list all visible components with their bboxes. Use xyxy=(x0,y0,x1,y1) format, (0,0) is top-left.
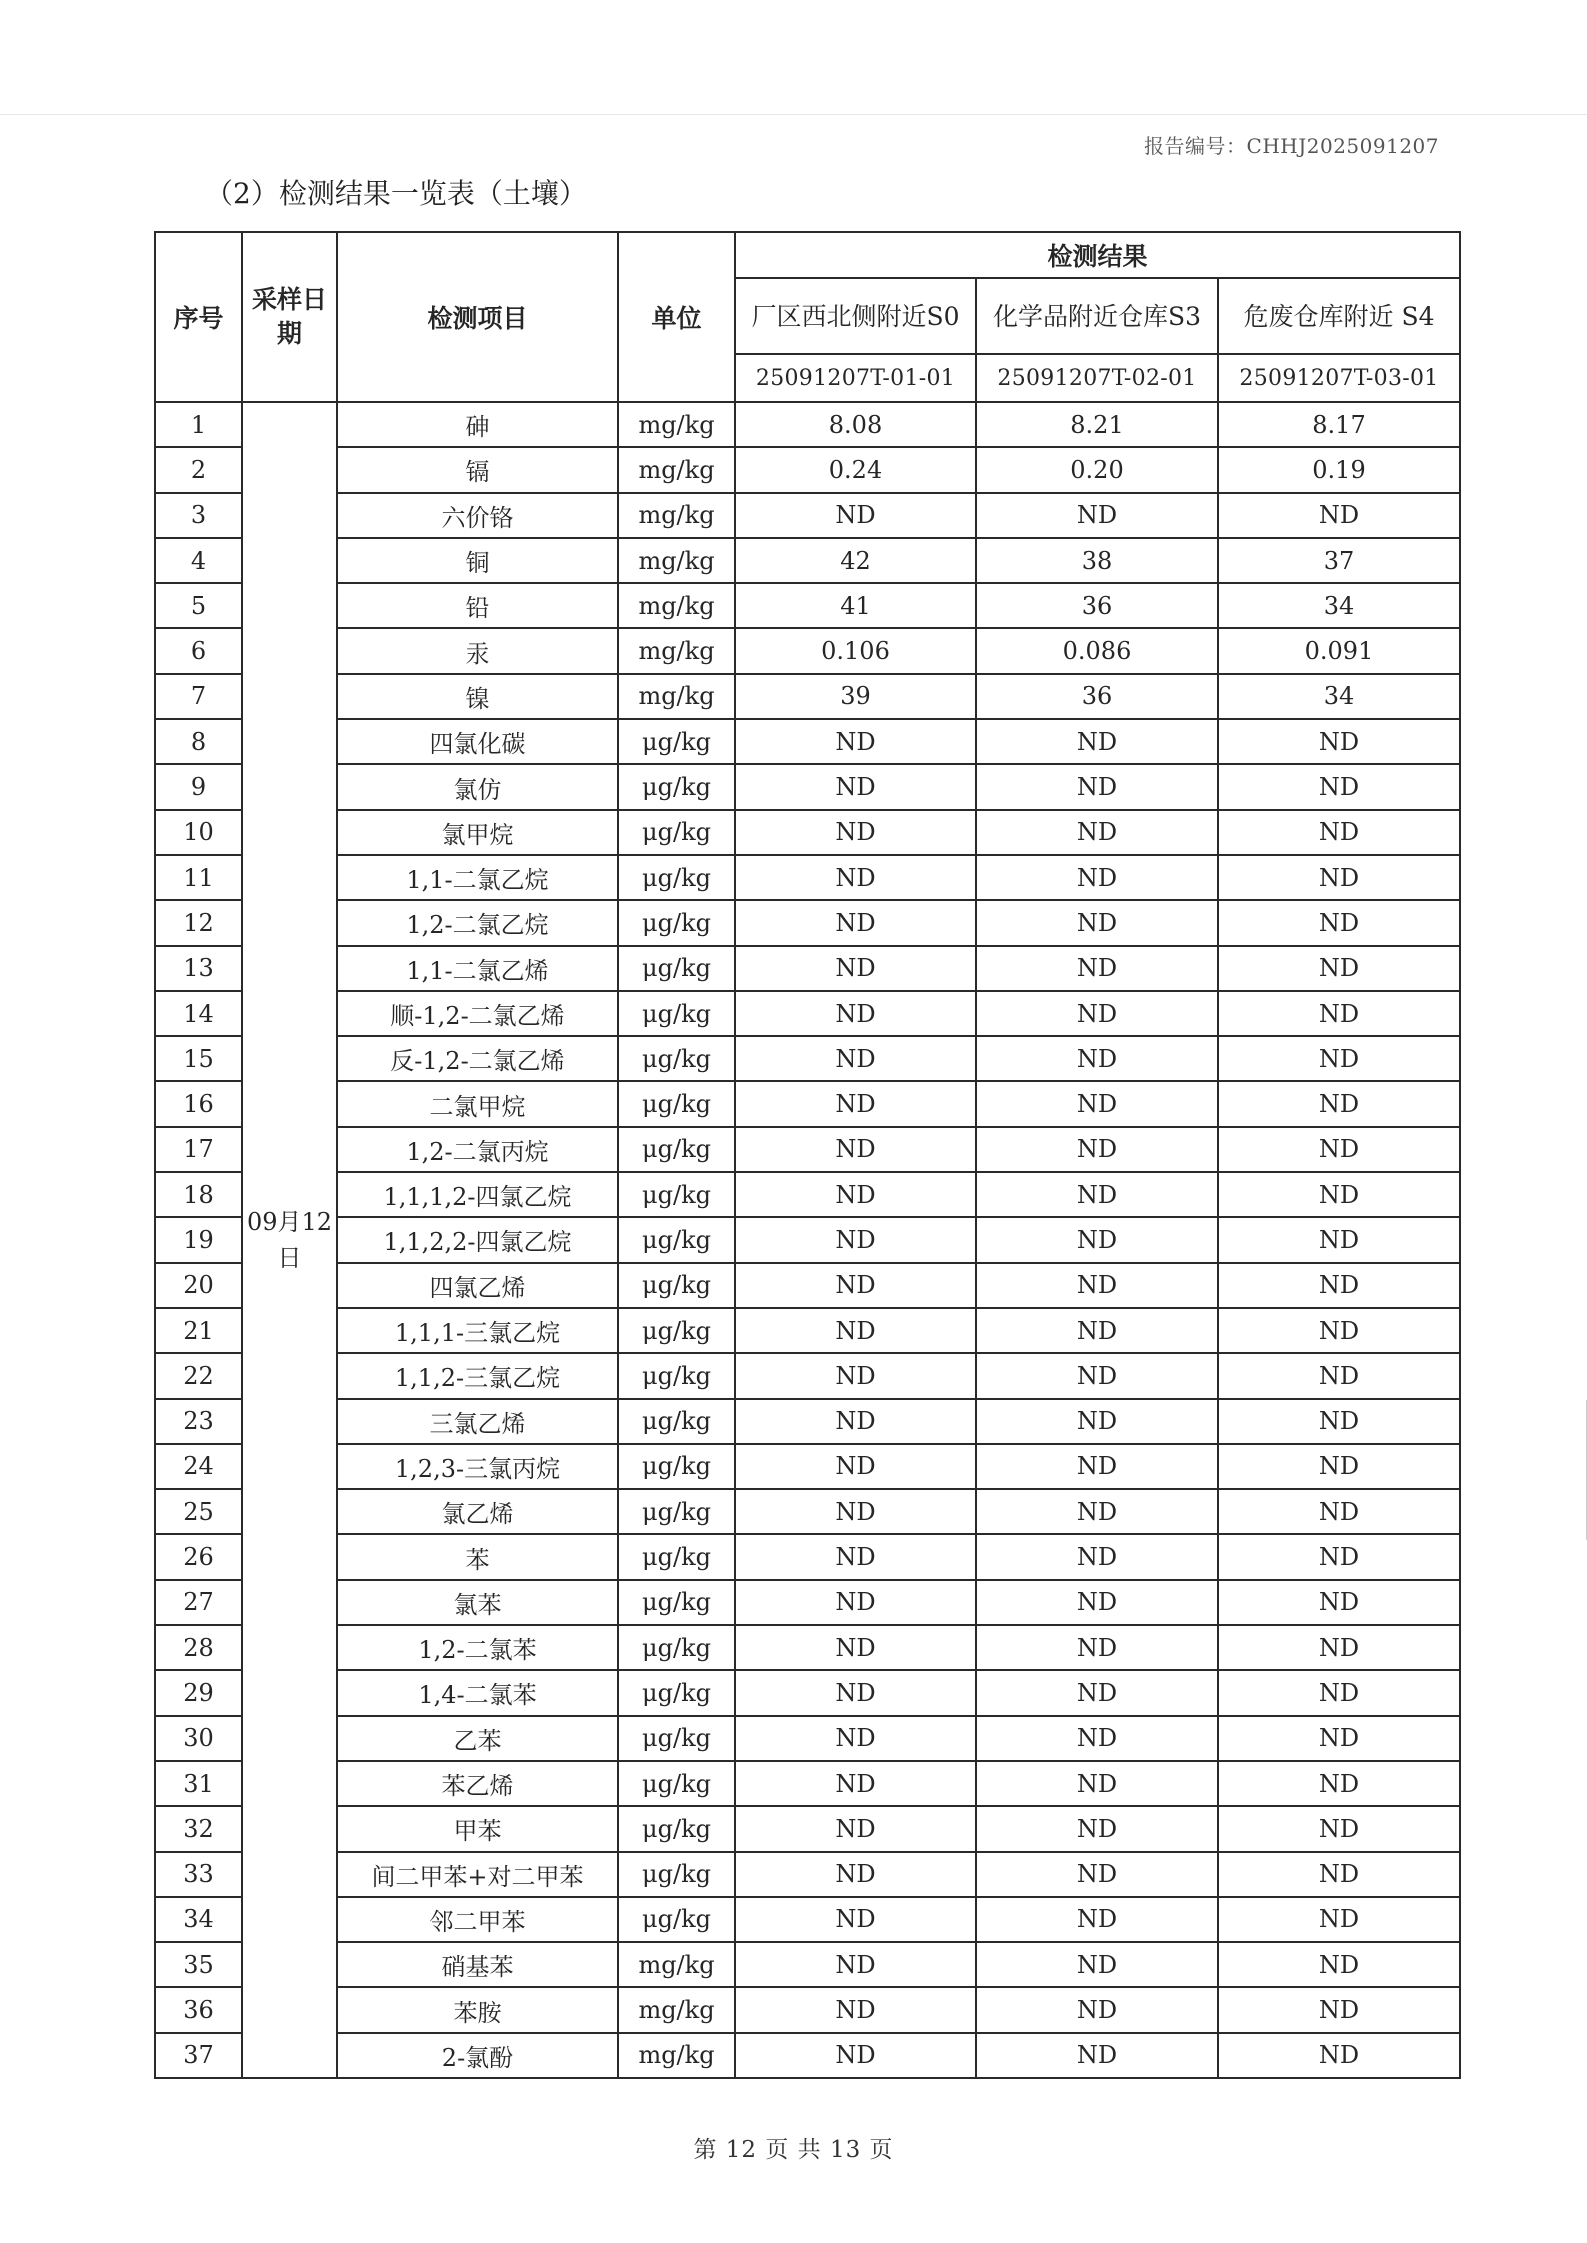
result-value: ND xyxy=(1218,1716,1460,1761)
table-row xyxy=(155,1580,1460,1625)
result-value: ND xyxy=(1218,1670,1460,1715)
result-value: ND xyxy=(976,900,1218,945)
unit-cell: mg/kg xyxy=(618,1942,735,1987)
unit-cell: μg/kg xyxy=(618,1172,735,1217)
sample-code: 25091207T-02-01 xyxy=(976,354,1218,402)
table-row xyxy=(155,764,1460,809)
row-index: 12 xyxy=(155,900,242,945)
unit-cell: μg/kg xyxy=(618,1580,735,1625)
result-value: 38 xyxy=(976,538,1218,583)
table-row xyxy=(155,1625,1460,1670)
unit-cell: μg/kg xyxy=(618,1263,735,1308)
unit-cell: mg/kg xyxy=(618,493,735,538)
row-index: 36 xyxy=(155,1987,242,2032)
test-item: 1,1,1,2-四氯乙烷 xyxy=(337,1172,618,1217)
test-item: 1,2-二氯丙烷 xyxy=(337,1127,618,1172)
unit-cell: μg/kg xyxy=(618,1036,735,1081)
sampling-date-cell: 09月12日 xyxy=(242,402,337,2078)
table-row xyxy=(155,1852,1460,1897)
row-index: 37 xyxy=(155,2033,242,2078)
unit-cell: μg/kg xyxy=(618,1308,735,1353)
result-value: ND xyxy=(1218,1806,1460,1851)
result-value: ND xyxy=(735,1670,976,1715)
result-value: ND xyxy=(735,855,976,900)
table-row xyxy=(155,1942,1460,1987)
unit-cell: mg/kg xyxy=(618,1987,735,2032)
result-value: ND xyxy=(976,1897,1218,1942)
result-value: 34 xyxy=(1218,583,1460,628)
result-value: 8.17 xyxy=(1218,402,1460,447)
row-index: 18 xyxy=(155,1172,242,1217)
result-value: ND xyxy=(1218,1625,1460,1670)
table-row xyxy=(155,583,1460,628)
result-value: ND xyxy=(976,1172,1218,1217)
result-value: ND xyxy=(976,1625,1218,1670)
result-value: 41 xyxy=(735,583,976,628)
result-value: ND xyxy=(735,1761,976,1806)
result-value: ND xyxy=(735,1625,976,1670)
result-value: ND xyxy=(1218,991,1460,1036)
row-index: 2 xyxy=(155,447,242,492)
header-date: 采样日期 xyxy=(242,232,337,402)
unit-cell: μg/kg xyxy=(618,946,735,991)
test-item: 1,2,3-三氯丙烷 xyxy=(337,1444,618,1489)
table-row xyxy=(155,1308,1460,1353)
result-value: ND xyxy=(1218,1897,1460,1942)
result-value: ND xyxy=(1218,810,1460,855)
table-row xyxy=(155,1217,1460,1262)
unit-cell: μg/kg xyxy=(618,1534,735,1579)
test-item: 1,1,1-三氯乙烷 xyxy=(337,1308,618,1353)
test-item: 甲苯 xyxy=(337,1806,618,1851)
header-unit: 单位 xyxy=(618,232,735,402)
site-name: 化学品附近仓库S3 xyxy=(976,278,1218,354)
result-value: ND xyxy=(976,1489,1218,1534)
result-value: ND xyxy=(976,810,1218,855)
test-item: 1,1,2-三氯乙烷 xyxy=(337,1353,618,1398)
result-value: 0.106 xyxy=(735,628,976,673)
site-name: 危废仓库附近 S4 xyxy=(1218,278,1460,354)
row-index: 10 xyxy=(155,810,242,855)
table-row xyxy=(155,447,1460,492)
result-value: ND xyxy=(735,1852,976,1897)
test-item: 四氯乙烯 xyxy=(337,1263,618,1308)
row-index: 16 xyxy=(155,1081,242,1126)
result-value: ND xyxy=(1218,1534,1460,1579)
result-value: ND xyxy=(1218,1580,1460,1625)
result-value: ND xyxy=(976,1217,1218,1262)
site-name: 厂区西北侧附近S0 xyxy=(735,278,976,354)
test-item: 汞 xyxy=(337,628,618,673)
unit-cell: mg/kg xyxy=(618,583,735,628)
row-index: 7 xyxy=(155,674,242,719)
sample-code: 25091207T-01-01 xyxy=(735,354,976,402)
result-value: 39 xyxy=(735,674,976,719)
table-row xyxy=(155,900,1460,945)
test-item: 乙苯 xyxy=(337,1716,618,1761)
unit-cell: mg/kg xyxy=(618,447,735,492)
test-item: 1,1,2,2-四氯乙烷 xyxy=(337,1217,618,1262)
result-value: ND xyxy=(976,855,1218,900)
row-index: 33 xyxy=(155,1852,242,1897)
row-index: 25 xyxy=(155,1489,242,1534)
result-value: ND xyxy=(976,1806,1218,1851)
test-item: 苯胺 xyxy=(337,1987,618,2032)
result-value: ND xyxy=(735,1580,976,1625)
table-row xyxy=(155,1036,1460,1081)
result-value: ND xyxy=(735,1489,976,1534)
row-index: 32 xyxy=(155,1806,242,1851)
result-value: ND xyxy=(735,2033,976,2078)
unit-cell: μg/kg xyxy=(618,1852,735,1897)
test-item: 顺-1,2-二氯乙烯 xyxy=(337,991,618,1036)
test-item: 镍 xyxy=(337,674,618,719)
row-index: 26 xyxy=(155,1534,242,1579)
result-value: 37 xyxy=(1218,538,1460,583)
test-item: 1,1-二氯乙烷 xyxy=(337,855,618,900)
result-value: 34 xyxy=(1218,674,1460,719)
test-item: 六价铬 xyxy=(337,493,618,538)
unit-cell: mg/kg xyxy=(618,538,735,583)
unit-cell: μg/kg xyxy=(618,1489,735,1534)
row-index: 1 xyxy=(155,402,242,447)
result-value: 0.20 xyxy=(976,447,1218,492)
result-value: ND xyxy=(976,991,1218,1036)
unit-cell: μg/kg xyxy=(618,764,735,809)
result-value: ND xyxy=(735,1942,976,1987)
result-value: ND xyxy=(735,719,976,764)
unit-cell: μg/kg xyxy=(618,1444,735,1489)
row-index: 34 xyxy=(155,1897,242,1942)
unit-cell: mg/kg xyxy=(618,628,735,673)
result-value: ND xyxy=(976,1353,1218,1398)
test-item: 1,2-二氯乙烷 xyxy=(337,900,618,945)
result-value: 8.08 xyxy=(735,402,976,447)
result-value: ND xyxy=(735,810,976,855)
result-value: ND xyxy=(976,1761,1218,1806)
row-index: 11 xyxy=(155,855,242,900)
result-value: ND xyxy=(1218,946,1460,991)
result-value: ND xyxy=(735,900,976,945)
header-item: 检测项目 xyxy=(337,232,618,402)
unit-cell: μg/kg xyxy=(618,1670,735,1715)
table-row xyxy=(155,538,1460,583)
row-index: 22 xyxy=(155,1353,242,1398)
table-row xyxy=(155,1716,1460,1761)
header-results: 检测结果 xyxy=(735,232,1460,278)
result-value: ND xyxy=(735,1806,976,1851)
row-index: 24 xyxy=(155,1444,242,1489)
test-item: 2-氯酚 xyxy=(337,2033,618,2078)
result-value: ND xyxy=(1218,1263,1460,1308)
result-value: ND xyxy=(976,1308,1218,1353)
table-row xyxy=(155,855,1460,900)
result-value: ND xyxy=(735,1127,976,1172)
row-index: 20 xyxy=(155,1263,242,1308)
test-item: 间二甲苯+对二甲苯 xyxy=(337,1852,618,1897)
table-body xyxy=(155,402,1460,2078)
table-row xyxy=(155,719,1460,764)
result-value: ND xyxy=(1218,493,1460,538)
unit-cell: mg/kg xyxy=(618,2033,735,2078)
result-value: ND xyxy=(1218,855,1460,900)
row-index: 8 xyxy=(155,719,242,764)
table-row xyxy=(155,1081,1460,1126)
row-index: 29 xyxy=(155,1670,242,1715)
table-row xyxy=(155,991,1460,1036)
table-row xyxy=(155,946,1460,991)
report-number: 报告编号：CHHJ2025091207 xyxy=(1144,134,1439,158)
table-row xyxy=(155,1127,1460,1172)
result-value: ND xyxy=(976,1580,1218,1625)
row-index: 9 xyxy=(155,764,242,809)
row-index: 19 xyxy=(155,1217,242,1262)
table-row xyxy=(155,1987,1460,2032)
result-value: ND xyxy=(735,1534,976,1579)
row-index: 4 xyxy=(155,538,242,583)
table-row xyxy=(155,1897,1460,1942)
table-row xyxy=(155,1399,1460,1444)
table-row xyxy=(155,1670,1460,1715)
unit-cell: μg/kg xyxy=(618,1127,735,1172)
test-item: 二氯甲烷 xyxy=(337,1081,618,1126)
result-value: ND xyxy=(976,1263,1218,1308)
test-item: 氯仿 xyxy=(337,764,618,809)
unit-cell: μg/kg xyxy=(618,1399,735,1444)
unit-cell: μg/kg xyxy=(618,1217,735,1262)
row-index: 5 xyxy=(155,583,242,628)
result-value: ND xyxy=(1218,764,1460,809)
result-value: ND xyxy=(976,1852,1218,1897)
unit-cell: mg/kg xyxy=(618,402,735,447)
results-table xyxy=(154,231,1461,2079)
row-index: 21 xyxy=(155,1308,242,1353)
test-item: 氯乙烯 xyxy=(337,1489,618,1534)
table-row xyxy=(155,1263,1460,1308)
result-value: ND xyxy=(976,1716,1218,1761)
result-value: ND xyxy=(1218,1036,1460,1081)
row-index: 15 xyxy=(155,1036,242,1081)
table-row xyxy=(155,1444,1460,1489)
unit-cell: μg/kg xyxy=(618,1806,735,1851)
result-value: ND xyxy=(1218,900,1460,945)
result-value: ND xyxy=(735,1217,976,1262)
row-index: 35 xyxy=(155,1942,242,1987)
section-title: （2）检测结果一览表（土壤） xyxy=(205,177,587,210)
result-value: ND xyxy=(735,1399,976,1444)
result-value: ND xyxy=(1218,1308,1460,1353)
result-value: ND xyxy=(976,1444,1218,1489)
row-index: 14 xyxy=(155,991,242,1036)
result-value: ND xyxy=(976,1036,1218,1081)
test-item: 1,4-二氯苯 xyxy=(337,1670,618,1715)
result-value: 8.21 xyxy=(976,402,1218,447)
result-value: ND xyxy=(735,764,976,809)
result-value: ND xyxy=(1218,1852,1460,1897)
test-item: 铅 xyxy=(337,583,618,628)
result-value: ND xyxy=(735,991,976,1036)
result-value: ND xyxy=(976,719,1218,764)
test-item: 苯 xyxy=(337,1534,618,1579)
result-value: ND xyxy=(1218,1489,1460,1534)
result-value: ND xyxy=(976,1987,1218,2032)
result-value: ND xyxy=(976,493,1218,538)
header-seq: 序号 xyxy=(155,232,242,402)
test-item: 反-1,2-二氯乙烯 xyxy=(337,1036,618,1081)
result-value: ND xyxy=(1218,1399,1460,1444)
row-index: 3 xyxy=(155,493,242,538)
table-row xyxy=(155,1489,1460,1534)
page-footer: 第 12 页 共 13 页 xyxy=(693,2137,894,2163)
test-item: 砷 xyxy=(337,402,618,447)
row-index: 13 xyxy=(155,946,242,991)
table-row xyxy=(155,1353,1460,1398)
result-value: ND xyxy=(1218,1081,1460,1126)
result-value: 0.091 xyxy=(1218,628,1460,673)
result-value: ND xyxy=(976,1534,1218,1579)
result-value: ND xyxy=(735,1444,976,1489)
result-value: ND xyxy=(1218,719,1460,764)
unit-cell: μg/kg xyxy=(618,1716,735,1761)
test-item: 四氯化碳 xyxy=(337,719,618,764)
result-value: ND xyxy=(1218,1761,1460,1806)
result-value: ND xyxy=(976,946,1218,991)
table-row xyxy=(155,1806,1460,1851)
result-value: ND xyxy=(735,1081,976,1126)
row-index: 31 xyxy=(155,1761,242,1806)
result-value: ND xyxy=(735,1897,976,1942)
test-item: 铜 xyxy=(337,538,618,583)
table-row xyxy=(155,493,1460,538)
unit-cell: μg/kg xyxy=(618,855,735,900)
unit-cell: μg/kg xyxy=(618,1897,735,1942)
table-row xyxy=(155,1761,1460,1806)
result-value: ND xyxy=(735,1716,976,1761)
unit-cell: μg/kg xyxy=(618,1081,735,1126)
result-value: 0.19 xyxy=(1218,447,1460,492)
table-row xyxy=(155,1172,1460,1217)
test-item: 三氯乙烯 xyxy=(337,1399,618,1444)
result-value: ND xyxy=(976,1670,1218,1715)
top-divider xyxy=(0,114,1587,115)
unit-cell: μg/kg xyxy=(618,1761,735,1806)
result-value: ND xyxy=(735,1036,976,1081)
result-value: ND xyxy=(1218,1942,1460,1987)
table-row xyxy=(155,628,1460,673)
test-item: 硝基苯 xyxy=(337,1942,618,1987)
result-value: ND xyxy=(735,1308,976,1353)
result-value: 36 xyxy=(976,583,1218,628)
table-row xyxy=(155,810,1460,855)
result-value: 0.24 xyxy=(735,447,976,492)
result-value: 36 xyxy=(976,674,1218,719)
unit-cell: μg/kg xyxy=(618,1625,735,1670)
unit-cell: μg/kg xyxy=(618,719,735,764)
result-value: ND xyxy=(1218,1127,1460,1172)
test-item: 1,2-二氯苯 xyxy=(337,1625,618,1670)
result-value: ND xyxy=(735,946,976,991)
result-value: ND xyxy=(976,1942,1218,1987)
result-value: ND xyxy=(735,1353,976,1398)
test-item: 1,1-二氯乙烯 xyxy=(337,946,618,991)
result-value: ND xyxy=(1218,1172,1460,1217)
test-item: 氯苯 xyxy=(337,1580,618,1625)
row-index: 17 xyxy=(155,1127,242,1172)
result-value: ND xyxy=(735,493,976,538)
result-value: ND xyxy=(976,2033,1218,2078)
test-item: 镉 xyxy=(337,447,618,492)
result-value: ND xyxy=(976,1399,1218,1444)
result-value: ND xyxy=(1218,1217,1460,1262)
result-value: ND xyxy=(1218,1353,1460,1398)
unit-cell: μg/kg xyxy=(618,900,735,945)
unit-cell: μg/kg xyxy=(618,810,735,855)
result-value: ND xyxy=(1218,1444,1460,1489)
table-row xyxy=(155,1534,1460,1579)
unit-cell: mg/kg xyxy=(618,674,735,719)
table-row xyxy=(155,2033,1460,2078)
table-header xyxy=(155,232,1460,402)
row-index: 6 xyxy=(155,628,242,673)
test-item: 邻二甲苯 xyxy=(337,1897,618,1942)
result-value: ND xyxy=(976,1127,1218,1172)
unit-cell: μg/kg xyxy=(618,991,735,1036)
table-row xyxy=(155,674,1460,719)
result-value: ND xyxy=(1218,1987,1460,2032)
row-index: 23 xyxy=(155,1399,242,1444)
result-value: ND xyxy=(735,1987,976,2032)
row-index: 30 xyxy=(155,1716,242,1761)
row-index: 27 xyxy=(155,1580,242,1625)
test-item: 氯甲烷 xyxy=(337,810,618,855)
result-value: ND xyxy=(1218,2033,1460,2078)
sample-code: 25091207T-03-01 xyxy=(1218,354,1460,402)
test-item: 苯乙烯 xyxy=(337,1761,618,1806)
unit-cell: μg/kg xyxy=(618,1353,735,1398)
row-index: 28 xyxy=(155,1625,242,1670)
result-value: 42 xyxy=(735,538,976,583)
result-value: ND xyxy=(735,1263,976,1308)
result-value: ND xyxy=(976,1081,1218,1126)
result-value: ND xyxy=(976,764,1218,809)
result-value: ND xyxy=(735,1172,976,1217)
result-value: 0.086 xyxy=(976,628,1218,673)
table-row xyxy=(155,402,1460,447)
